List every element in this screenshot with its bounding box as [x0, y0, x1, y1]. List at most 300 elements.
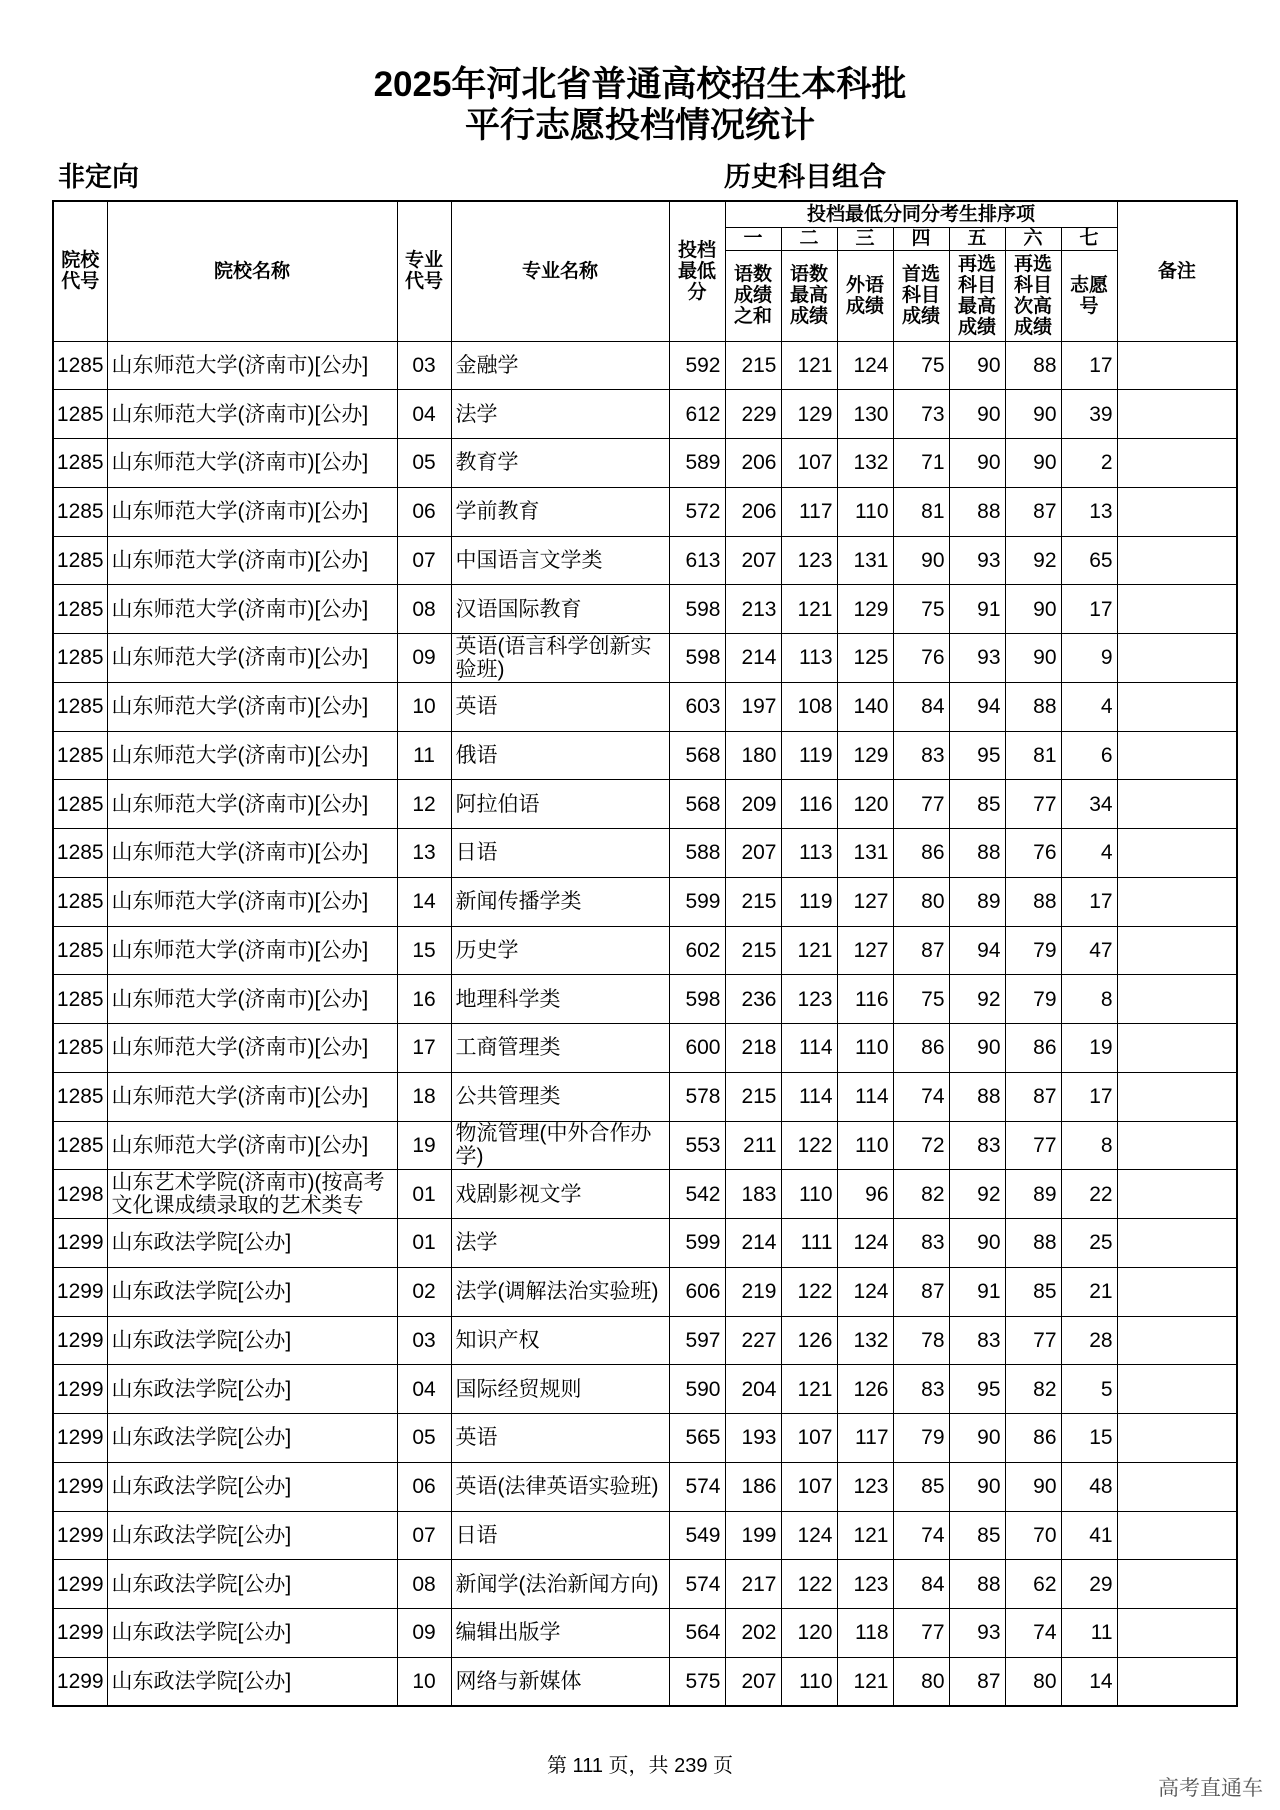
school-code-cell	[53, 585, 107, 634]
elective-max-cell	[949, 487, 1005, 536]
chinese-math-max-cell-text: 107	[797, 1426, 833, 1450]
major-code-cell	[397, 1024, 451, 1073]
foreign-language-cell	[837, 1121, 893, 1170]
min-score-cell-text: 574	[685, 1572, 721, 1596]
school-name-cell-text: 山东师范大学(济南市)[公办]	[111, 402, 369, 426]
major-name-cell-text: 学前教育	[455, 500, 540, 524]
elective-max-cell	[949, 1024, 1005, 1073]
school-name-cell	[107, 1414, 397, 1463]
major-code-cell	[397, 1365, 451, 1414]
first-subject-cell-text: 79	[921, 1426, 945, 1450]
elective-max-cell	[949, 634, 1005, 683]
chinese-math-max-cell-text: 110	[799, 1669, 833, 1693]
preference-number-cell	[1061, 585, 1117, 634]
foreign-language-cell	[837, 1267, 893, 1316]
min-score-cell	[669, 1121, 725, 1170]
major-code-cell-text: 03	[412, 353, 436, 377]
major-name-cell-text: 工商管理类	[455, 1036, 561, 1060]
preference-number-cell-text: 2	[1100, 451, 1113, 475]
table-row	[53, 731, 1237, 780]
first-subject-cell-text: 72	[921, 1133, 945, 1157]
school-name-cell	[107, 1462, 397, 1511]
elective-second-cell-text: 90	[1033, 1475, 1057, 1499]
remarks-cell	[1117, 1560, 1237, 1609]
chinese-math-max-cell	[781, 1024, 837, 1073]
major-name-cell	[451, 536, 669, 585]
chinese-math-max-cell-text: 108	[797, 695, 833, 719]
remarks-cell	[1117, 1609, 1237, 1658]
header-item-text: 再选科目最高成绩	[957, 253, 996, 338]
chinese-math-max-cell-text: 123	[797, 987, 833, 1011]
elective-second-cell	[1005, 536, 1061, 585]
chinese-math-max-cell-text: 123	[797, 548, 833, 572]
school-name-cell	[107, 975, 397, 1024]
school-name-cell-text: 山东师范大学(济南市)[公办]	[111, 1085, 369, 1109]
chinese-math-max-cell	[781, 536, 837, 585]
chinese-math-max-cell	[781, 682, 837, 731]
min-score-cell	[669, 390, 725, 439]
elective-second-cell	[1005, 1511, 1061, 1560]
chinese-math-sum-cell	[725, 536, 781, 585]
major-code-cell	[397, 585, 451, 634]
school-code-cell	[53, 1121, 107, 1170]
table-row	[53, 1414, 1237, 1463]
elective-second-cell	[1005, 1170, 1061, 1219]
chinese-math-max-cell-text: 110	[799, 1182, 833, 1206]
elective-second-cell	[1005, 877, 1061, 926]
chinese-math-sum-cell-text: 206	[741, 500, 777, 524]
school-code-cell-text: 1299	[56, 1621, 104, 1645]
school-name-cell-text: 山东政法学院[公办]	[111, 1572, 292, 1596]
preference-number-cell-text: 19	[1089, 1036, 1113, 1060]
major-name-cell-text: 法学	[455, 1231, 498, 1255]
chinese-math-sum-cell	[725, 1024, 781, 1073]
first-subject-cell-text: 75	[921, 353, 945, 377]
major-name-cell-text: 中国语言文学类	[455, 548, 603, 572]
min-score-cell-text: 598	[685, 646, 721, 670]
major-name-cell	[451, 1316, 669, 1365]
foreign-language-cell	[837, 439, 893, 488]
header-rank-7: 七	[1061, 227, 1117, 250]
table-row	[53, 1365, 1237, 1414]
chinese-math-sum-cell-text: 219	[741, 1280, 777, 1304]
chinese-math-max-cell	[781, 1267, 837, 1316]
remarks-cell	[1117, 1365, 1237, 1414]
preference-number-cell	[1061, 926, 1117, 975]
first-subject-cell-text: 77	[921, 792, 945, 816]
major-name-cell-text: 法学(调解法治实验班)	[455, 1280, 659, 1304]
major-code-cell	[397, 1657, 451, 1706]
chinese-math-sum-cell-text: 202	[741, 1621, 777, 1645]
chinese-math-sum-cell	[725, 1316, 781, 1365]
school-code-cell-text: 1299	[56, 1572, 104, 1596]
elective-max-cell-text: 94	[977, 695, 1001, 719]
elective-second-cell-text: 88	[1033, 1231, 1057, 1255]
table-row	[53, 829, 1237, 878]
elective-max-cell	[949, 585, 1005, 634]
preference-number-cell-text: 15	[1089, 1426, 1113, 1450]
first-subject-cell	[893, 1219, 949, 1268]
header-tiebreak-group-text: 投档最低分同分考生排序项	[807, 203, 1036, 225]
min-score-cell-text: 589	[685, 451, 721, 475]
school-name-cell	[107, 1121, 397, 1170]
chinese-math-sum-cell-text: 207	[741, 548, 777, 572]
table-row	[53, 926, 1237, 975]
chinese-math-max-cell	[781, 1462, 837, 1511]
table-row	[53, 439, 1237, 488]
school-name-cell-text: 山东政法学院[公办]	[111, 1523, 292, 1547]
foreign-language-cell-text: 123	[853, 1572, 889, 1596]
school-name-cell	[107, 390, 397, 439]
min-score-cell-text: 602	[685, 938, 721, 962]
major-name-cell	[451, 1414, 669, 1463]
chinese-math-max-cell	[781, 780, 837, 829]
table-row	[53, 585, 1237, 634]
chinese-math-max-cell	[781, 1414, 837, 1463]
major-code-cell-text: 15	[412, 938, 436, 962]
preference-number-cell	[1061, 487, 1117, 536]
elective-max-cell	[949, 1560, 1005, 1609]
chinese-math-max-cell	[781, 926, 837, 975]
chinese-math-max-cell	[781, 1657, 837, 1706]
preference-number-cell	[1061, 1560, 1117, 1609]
elective-second-cell	[1005, 634, 1061, 683]
foreign-language-cell	[837, 780, 893, 829]
header-item-text: 外语成绩	[845, 274, 884, 317]
school-code-cell-text: 1299	[56, 1231, 104, 1255]
remarks-cell	[1117, 585, 1237, 634]
first-subject-cell-text: 86	[921, 1036, 945, 1060]
elective-second-cell-text: 70	[1033, 1523, 1057, 1547]
table-row	[53, 682, 1237, 731]
min-score-cell	[669, 1414, 725, 1463]
min-score-cell	[669, 1365, 725, 1414]
first-subject-cell	[893, 1316, 949, 1365]
elective-second-cell	[1005, 1560, 1061, 1609]
preference-number-cell-text: 41	[1089, 1523, 1113, 1547]
table-row	[53, 1657, 1237, 1706]
elective-second-cell-text: 86	[1033, 1426, 1057, 1450]
elective-second-cell-text: 85	[1033, 1280, 1057, 1304]
remarks-cell	[1117, 731, 1237, 780]
school-code-cell-text: 1285	[56, 1036, 104, 1060]
major-code-cell	[397, 487, 451, 536]
first-subject-cell-text: 81	[921, 500, 945, 524]
major-code-cell-text: 04	[412, 402, 436, 426]
preference-number-cell	[1061, 1462, 1117, 1511]
header-item-elective-second	[1005, 250, 1061, 341]
preference-number-cell-text: 6	[1100, 743, 1113, 767]
chinese-math-max-cell	[781, 390, 837, 439]
chinese-math-sum-cell-text: 206	[741, 451, 777, 475]
chinese-math-max-cell	[781, 731, 837, 780]
elective-max-cell	[949, 1657, 1005, 1706]
school-code-cell	[53, 1560, 107, 1609]
min-score-cell	[669, 877, 725, 926]
foreign-language-cell	[837, 390, 893, 439]
first-subject-cell-text: 87	[921, 1280, 945, 1304]
foreign-language-cell-text: 130	[853, 402, 889, 426]
preference-number-cell-text: 8	[1100, 987, 1113, 1011]
elective-max-cell-text: 85	[977, 792, 1001, 816]
school-code-cell-text: 1285	[56, 792, 104, 816]
school-code-cell	[53, 487, 107, 536]
min-score-cell	[669, 1072, 725, 1121]
major-name-cell	[451, 1072, 669, 1121]
min-score-cell-text: 600	[685, 1036, 721, 1060]
elective-max-cell-text: 91	[977, 597, 1001, 621]
major-code-cell	[397, 1609, 451, 1658]
min-score-cell	[669, 1609, 725, 1658]
min-score-cell-text: 553	[685, 1133, 721, 1157]
table-row	[53, 1560, 1237, 1609]
elective-second-cell	[1005, 439, 1061, 488]
elective-second-cell	[1005, 926, 1061, 975]
chinese-math-sum-cell-text: 218	[741, 1036, 777, 1060]
major-name-cell-text: 俄语	[455, 743, 498, 767]
school-code-cell-text: 1285	[56, 890, 104, 914]
elective-second-cell-text: 80	[1033, 1669, 1057, 1693]
foreign-language-cell-text: 121	[853, 1523, 889, 1547]
school-name-cell	[107, 1024, 397, 1073]
school-code-cell-text: 1285	[56, 646, 104, 670]
school-code-cell	[53, 780, 107, 829]
chinese-math-max-cell-text: 113	[799, 646, 833, 670]
school-name-cell-text: 山东师范大学(济南市)[公办]	[111, 353, 369, 377]
first-subject-cell-text: 74	[921, 1523, 945, 1547]
major-name-cell-text: 地理科学类	[455, 987, 561, 1011]
chinese-math-max-cell	[781, 1560, 837, 1609]
major-name-cell	[451, 390, 669, 439]
chinese-math-sum-cell-text: 211	[743, 1133, 777, 1157]
school-name-cell	[107, 1170, 397, 1219]
elective-max-cell-text: 88	[977, 1085, 1001, 1109]
min-score-cell	[669, 1170, 725, 1219]
header-school-name	[107, 201, 397, 341]
school-name-cell-text: 山东政法学院[公办]	[111, 1426, 292, 1450]
foreign-language-cell-text: 131	[853, 548, 889, 572]
foreign-language-cell-text: 129	[853, 743, 889, 767]
major-name-cell	[451, 341, 669, 390]
foreign-language-cell-text: 110	[855, 1036, 889, 1060]
elective-second-cell-text: 74	[1033, 1621, 1057, 1645]
first-subject-cell-text: 80	[921, 1669, 945, 1693]
major-name-cell	[451, 1121, 669, 1170]
foreign-language-cell-text: 127	[853, 890, 889, 914]
chinese-math-sum-cell	[725, 682, 781, 731]
elective-second-cell-text: 77	[1033, 792, 1057, 816]
school-code-cell-text: 1285	[56, 500, 104, 524]
preference-number-cell	[1061, 877, 1117, 926]
major-code-cell	[397, 634, 451, 683]
preference-number-cell	[1061, 1414, 1117, 1463]
table-row	[53, 1219, 1237, 1268]
school-code-cell	[53, 536, 107, 585]
elective-max-cell-text: 88	[977, 500, 1001, 524]
major-code-cell-text: 07	[412, 548, 436, 572]
foreign-language-cell-text: 123	[853, 1475, 889, 1499]
school-code-cell	[53, 975, 107, 1024]
preference-number-cell	[1061, 1267, 1117, 1316]
major-code-cell-text: 04	[412, 1377, 436, 1401]
remarks-cell	[1117, 877, 1237, 926]
major-code-cell	[397, 926, 451, 975]
table-row	[53, 877, 1237, 926]
elective-max-cell	[949, 1121, 1005, 1170]
table-row	[53, 780, 1237, 829]
chinese-math-max-cell-text: 120	[797, 1621, 833, 1645]
header-item-chinese-math-sum	[725, 250, 781, 341]
preference-number-cell-text: 29	[1089, 1572, 1113, 1596]
school-code-cell	[53, 926, 107, 975]
major-name-cell-text: 金融学	[455, 353, 519, 377]
preference-number-cell	[1061, 1365, 1117, 1414]
school-name-cell-text: 山东师范大学(济南市)[公办]	[111, 451, 369, 475]
first-subject-cell-text: 77	[921, 1621, 945, 1645]
first-subject-cell	[893, 1365, 949, 1414]
foreign-language-cell-text: 110	[855, 500, 889, 524]
first-subject-cell-text: 87	[921, 938, 945, 962]
foreign-language-cell-text: 96	[865, 1182, 889, 1206]
chinese-math-sum-cell	[725, 780, 781, 829]
school-name-cell	[107, 1657, 397, 1706]
preference-number-cell-text: 9	[1100, 646, 1113, 670]
first-subject-cell-text: 83	[921, 1377, 945, 1401]
foreign-language-cell	[837, 829, 893, 878]
admission-table	[52, 200, 1238, 1707]
first-subject-cell	[893, 1072, 949, 1121]
header-school-code	[53, 201, 107, 341]
chinese-math-max-cell-text: 126	[797, 1328, 833, 1352]
chinese-math-sum-cell-text: 183	[741, 1182, 777, 1206]
chinese-math-max-cell-text: 129	[797, 402, 833, 426]
chinese-math-max-cell-text: 121	[797, 597, 833, 621]
foreign-language-cell	[837, 1657, 893, 1706]
major-name-cell	[451, 439, 669, 488]
foreign-language-cell-text: 117	[855, 1426, 889, 1450]
major-code-cell-text: 05	[412, 1426, 436, 1450]
school-code-cell	[53, 1170, 107, 1219]
header-item-elective-max	[949, 250, 1005, 341]
elective-second-cell	[1005, 1267, 1061, 1316]
major-code-cell-text: 10	[412, 695, 436, 719]
preference-number-cell-text: 39	[1089, 402, 1113, 426]
preference-number-cell	[1061, 1316, 1117, 1365]
header-item-chinese-math-max	[781, 250, 837, 341]
major-name-cell	[451, 975, 669, 1024]
chinese-math-sum-cell	[725, 1609, 781, 1658]
min-score-cell-text: 606	[685, 1280, 721, 1304]
foreign-language-cell	[837, 1316, 893, 1365]
major-name-cell-text: 物流管理(中外合作办学)	[455, 1122, 652, 1169]
elective-max-cell-text: 92	[977, 1182, 1001, 1206]
elective-max-cell	[949, 1511, 1005, 1560]
watermark: 高考直通车	[1158, 1777, 1263, 1800]
first-subject-cell-text: 74	[921, 1085, 945, 1109]
chinese-math-max-cell	[781, 1170, 837, 1219]
major-code-cell	[397, 780, 451, 829]
elective-second-cell	[1005, 1462, 1061, 1511]
remarks-cell	[1117, 1219, 1237, 1268]
min-score-cell	[669, 487, 725, 536]
chinese-math-max-cell	[781, 634, 837, 683]
min-score-cell	[669, 1657, 725, 1706]
major-code-cell-text: 17	[412, 1036, 436, 1060]
header-item-text: 语数最高成绩	[789, 264, 828, 327]
first-subject-cell	[893, 1609, 949, 1658]
preference-number-cell	[1061, 829, 1117, 878]
header-remarks	[1117, 201, 1237, 341]
foreign-language-cell	[837, 341, 893, 390]
preference-number-cell-text: 5	[1100, 1377, 1113, 1401]
first-subject-cell	[893, 1414, 949, 1463]
major-code-cell-text: 07	[412, 1523, 436, 1547]
chinese-math-max-cell-text: 122	[797, 1280, 833, 1304]
chinese-math-max-cell-text: 119	[799, 890, 833, 914]
elective-second-cell-text: 79	[1033, 987, 1057, 1011]
school-name-cell-text: 山东师范大学(济南市)[公办]	[111, 695, 369, 719]
school-code-cell-text: 1285	[56, 938, 104, 962]
remarks-cell	[1117, 1414, 1237, 1463]
elective-max-cell-text: 90	[977, 1036, 1001, 1060]
major-code-cell-text: 09	[412, 1621, 436, 1645]
min-score-cell-text: 578	[685, 1085, 721, 1109]
school-code-cell	[53, 1316, 107, 1365]
elective-max-cell	[949, 926, 1005, 975]
major-code-cell-text: 16	[412, 987, 436, 1011]
foreign-language-cell	[837, 536, 893, 585]
school-name-cell	[107, 536, 397, 585]
foreign-language-cell-text: 118	[855, 1621, 889, 1645]
first-subject-cell	[893, 1511, 949, 1560]
preference-number-cell-text: 14	[1089, 1669, 1113, 1693]
elective-max-cell	[949, 682, 1005, 731]
chinese-math-sum-cell	[725, 1657, 781, 1706]
major-name-cell	[451, 487, 669, 536]
remarks-cell	[1117, 682, 1237, 731]
major-name-cell-text: 教育学	[455, 451, 519, 475]
major-name-cell-text: 公共管理类	[455, 1085, 561, 1109]
page-title-line-1: 2025年河北省普通高校招生本科批	[373, 65, 907, 104]
school-code-cell	[53, 1414, 107, 1463]
min-score-cell	[669, 1267, 725, 1316]
chinese-math-max-cell	[781, 975, 837, 1024]
min-score-cell	[669, 341, 725, 390]
min-score-cell	[669, 780, 725, 829]
school-name-cell	[107, 731, 397, 780]
school-code-cell-text: 1299	[56, 1523, 104, 1547]
remarks-cell	[1117, 390, 1237, 439]
min-score-cell-text: 612	[685, 402, 721, 426]
major-name-cell-text: 新闻传播学类	[455, 890, 582, 914]
elective-second-cell-text: 81	[1033, 743, 1057, 767]
chinese-math-max-cell-text: 107	[797, 451, 833, 475]
chinese-math-max-cell	[781, 439, 837, 488]
header-major-code-text: 专业代号	[404, 250, 443, 293]
elective-max-cell	[949, 390, 1005, 439]
school-name-cell-text: 山东政法学院[公办]	[111, 1475, 292, 1499]
school-code-cell-text: 1285	[56, 597, 104, 621]
major-code-cell-text: 11	[413, 743, 435, 767]
elective-max-cell	[949, 780, 1005, 829]
elective-second-cell-text: 76	[1033, 841, 1057, 865]
major-name-cell	[451, 634, 669, 683]
min-score-cell	[669, 1511, 725, 1560]
elective-second-cell	[1005, 1024, 1061, 1073]
header-major-code	[397, 201, 451, 341]
first-subject-cell-text: 75	[921, 987, 945, 1011]
header-item-text: 志愿号	[1070, 274, 1109, 317]
